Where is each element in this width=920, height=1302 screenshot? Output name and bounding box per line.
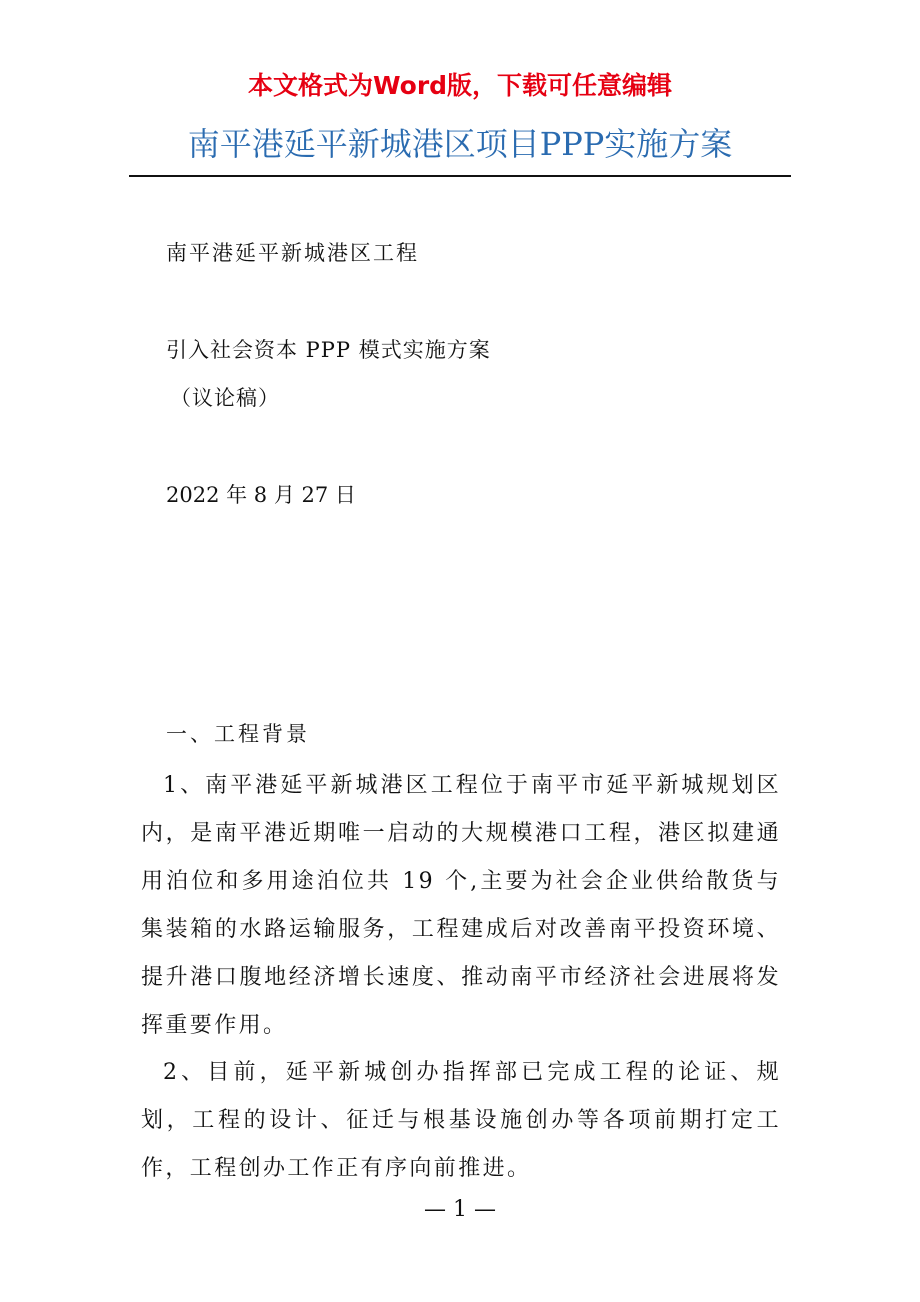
page-number: — 1 — — [424, 1197, 496, 1222]
body-paragraph: 1、南平港延平新城港区工程位于南平市延平新城规划区内，是南平港近期唯一启动的大规模港口工程，港区拟建通用泊位和多用途泊位共 19 个,主要为社会企业供给散货与集装箱的水路运输服务，工程建成后对改善南平投资环境、提升港口腹地经济增长速度、推动南平市经济社会进展将发挥重要作用。 — [141, 773, 781, 1038]
body-paragraph: 2、目前，延平新城创办指挥部已完成工程的论证、规划，工程的设计、征迁与根基设施创办等各项前期打定工作，工程创办工作正有序向前推进。 — [141, 1060, 781, 1181]
cover-draft-label: （议论稿） — [170, 386, 280, 410]
document-title: 南平港延平新城港区项目PPP实施方案 — [187, 125, 733, 163]
cover-date: 2022 年 8 月 27 日 — [166, 483, 356, 507]
section-heading: 一、工程背景 — [166, 722, 310, 746]
cover-project-name: 南平港延平新城港区工程 — [166, 241, 419, 265]
title-divider — [129, 175, 791, 177]
cover-plan-title: 引入社会资本 PPP 模式实施方案 — [166, 338, 491, 362]
download-notice: 本文格式为Word版，下载可任意编辑 — [247, 71, 673, 100]
